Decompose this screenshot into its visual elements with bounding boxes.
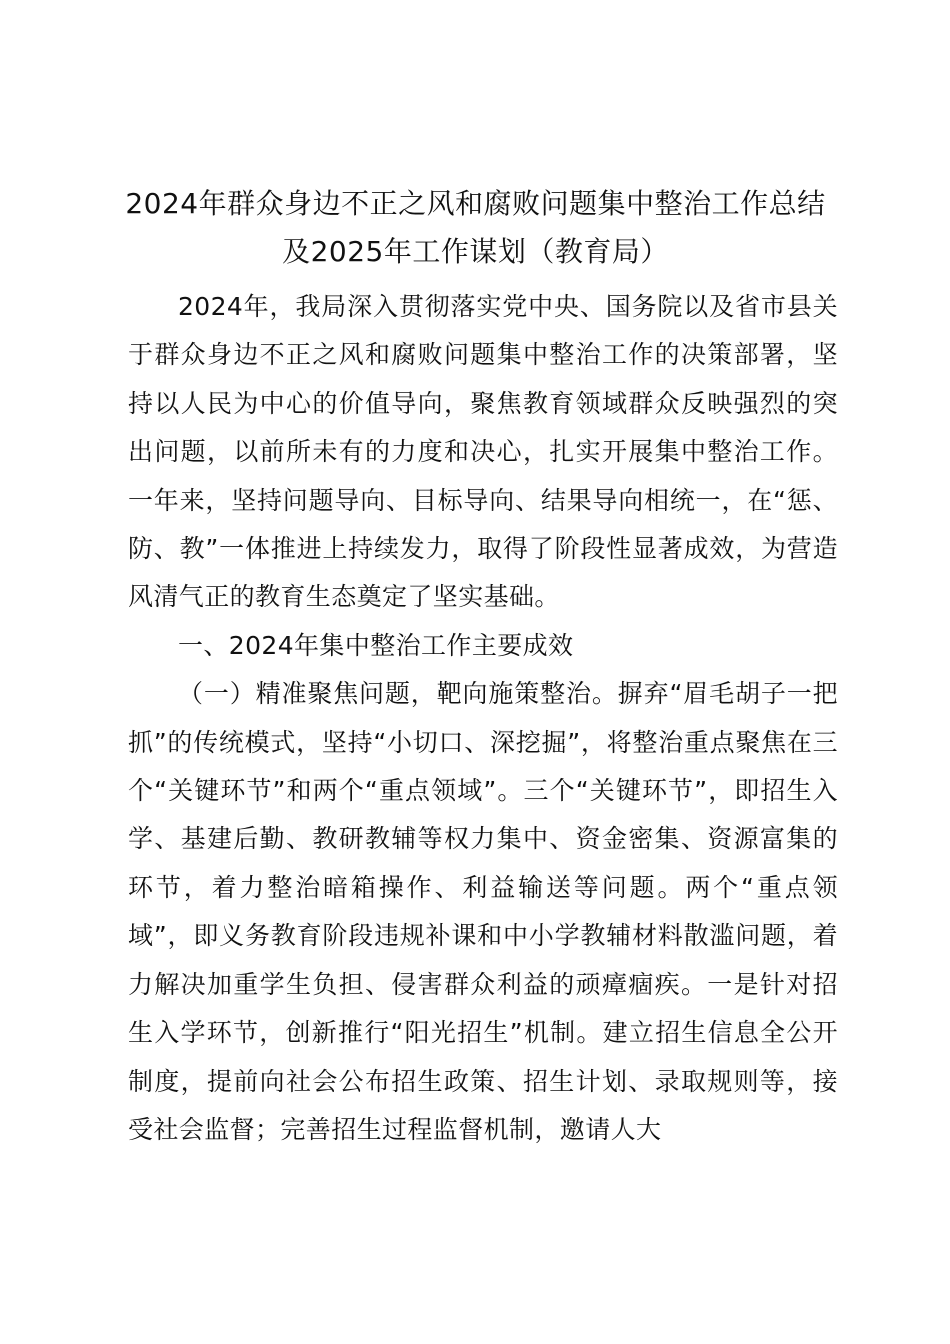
subsection-paragraph: （一）精准聚焦问题，靶向施策整治。摒弃“眉毛胡子一把抓”的传统模式，坚持“小切口、深挖掘”，将整治重点聚焦在三个“关键环节”和两个“重点领域”。三个“关键环节”，即招生入学、基建后勤、教研教辅等权力集中、资金密集、资源富集的环节，着力整治暗箱操作、利益输送等问题。两个“重点领域”，即义务教育阶段违规补课和中小学教辅材料散滥问题，着力解决加重学生负担、侵害群众利益的顽瘴痼疾。一是针对招生入学环节，创新推行“阳光招生”机制。建立招生信息全公开制度，提前向社会公布招生政策、招生计划、录取规则等，接受社会监督；完善招生过程监督机制，邀请人大 [128, 679, 838, 1144]
document-body [128, 283, 838, 1154]
document-title: 2024年群众身边不正之风和腐败问题集中整治工作总结及2025年工作谋划（教育局） [125, 187, 826, 268]
section-heading: 一、2024年集中整治工作主要成效 [178, 630, 574, 660]
intro-paragraph: 2024年，我局深入贯彻落实党中央、国务院以及省市县关于群众身边不正之风和腐败问题集中整治工作的决策部署，坚持以人民为中心的价值导向，聚焦教育领域群众反映强烈的突出问题，以前所未有的力度和决心，扎实开展集中整治工作。一年来，坚持问题导向、目标导向、结果导向相统一，在“惩、防、教”一体推进上持续发力，取得了阶段性显著成效，为营造风清气正的教育生态奠定了坚实基础。 [128, 292, 838, 612]
